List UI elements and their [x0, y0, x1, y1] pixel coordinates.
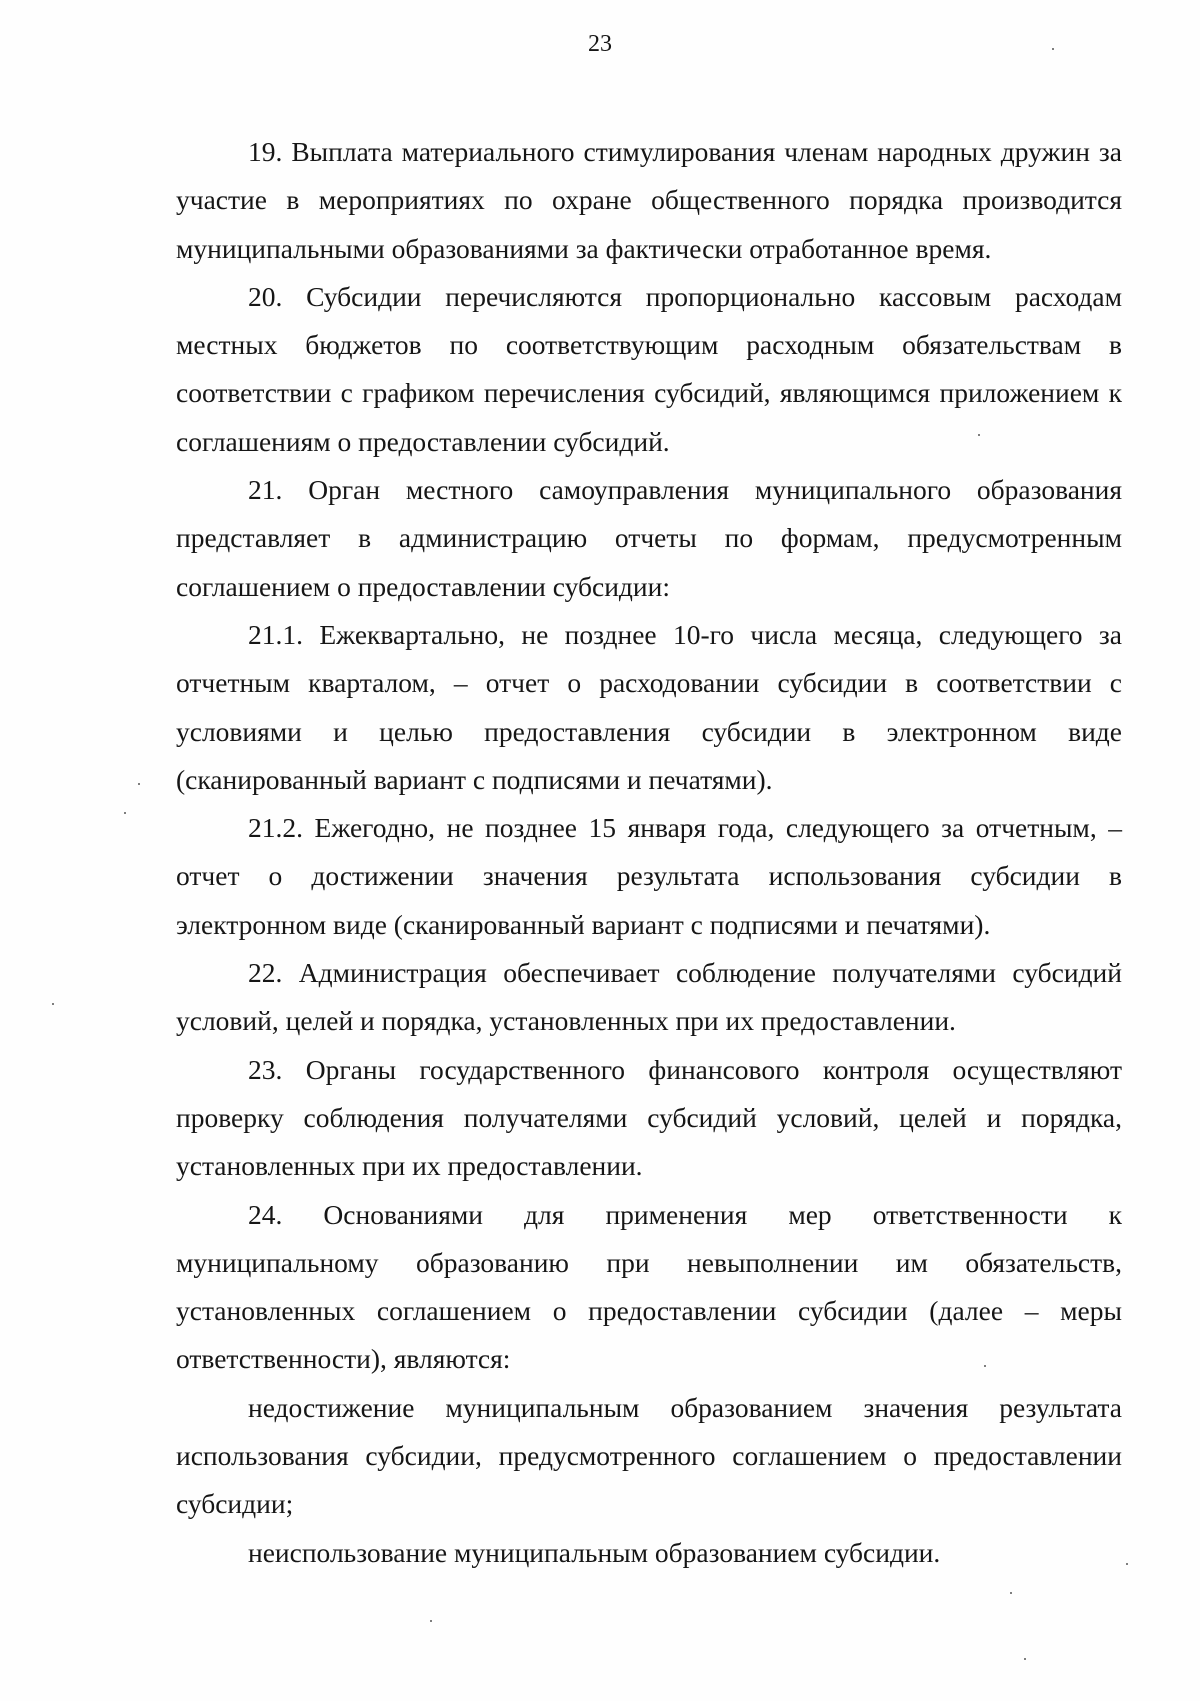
scan-speck — [1010, 1592, 1012, 1594]
paragraph-22: 22. Администрация обеспечивает соблюдение получателями субсидий условий, целей и порядка, установленных при их предоставлении. — [176, 957, 1122, 1037]
scan-speck — [1126, 1563, 1128, 1565]
paragraph-19: 19. Выплата материального стимулирования членам народных дружин за участие в мероприятиях по охране общественного порядка производится муниципальными образованиями за фактически отработанное время. — [176, 136, 1122, 264]
paragraph-20: 20. Субсидии перечисляются пропорционально кассовым расходам местных бюджетов по соответствующим расходным обязательствам в соответствии с графиком перечисления субсидий, являющимся приложением к соглашениям о предоставлении субсидий. — [176, 280, 1122, 457]
paragraph-21-1: 21.1. Ежеквартально, не позднее 10-го числа месяца, следующего за отчетным кварталом, – отчет о расходовании субсидии в соответствии с условиями и целью предоставления субсидии в электронном виде (сканированный вариант с подписями и печатями). — [176, 618, 1122, 795]
paragraph-21-2: 21.2. Ежегодно, не позднее 15 января года, следующего за отчетным, – отчет о достижении значения результата использования субсидии в электронном виде (сканированный вариант с подписями и печатями). — [176, 812, 1122, 940]
scan-speck — [430, 1620, 432, 1622]
scan-speck — [138, 783, 140, 785]
paragraph-24: 24. Основаниями для применения мер ответственности к муниципальному образованию при невыполнении им обязательств, установленных соглашением о предоставлении субсидии (далее – меры ответственности), являются: — [176, 1198, 1122, 1375]
scan-speck — [1024, 1658, 1026, 1660]
paragraph-21: 21. Орган местного самоуправления муниципального образования представляет в администрацию отчеты по формам, предусмотренным соглашением о предоставлении субсидии: — [176, 474, 1122, 602]
paragraph-23: 23. Органы государственного финансового контроля осуществляют проверку соблюдения получателями субсидий условий, целей и порядка, установленных при их предоставлении. — [176, 1053, 1122, 1182]
scan-speck — [1052, 48, 1054, 50]
scan-speck — [984, 1365, 986, 1367]
page-number: 23 — [588, 31, 612, 57]
scan-speck — [978, 434, 980, 436]
paragraph-24-item-2: неиспользование муниципальным образованием субсидии. — [248, 1536, 941, 1568]
paragraph-24-item-1: недостижение муниципальным образованием значения результата использования субсидии, предусмотренного соглашением о предоставлении субсидии; — [176, 1391, 1122, 1520]
scan-speck — [52, 1003, 54, 1005]
scan-speck — [124, 812, 126, 814]
document-body — [176, 128, 1122, 1577]
